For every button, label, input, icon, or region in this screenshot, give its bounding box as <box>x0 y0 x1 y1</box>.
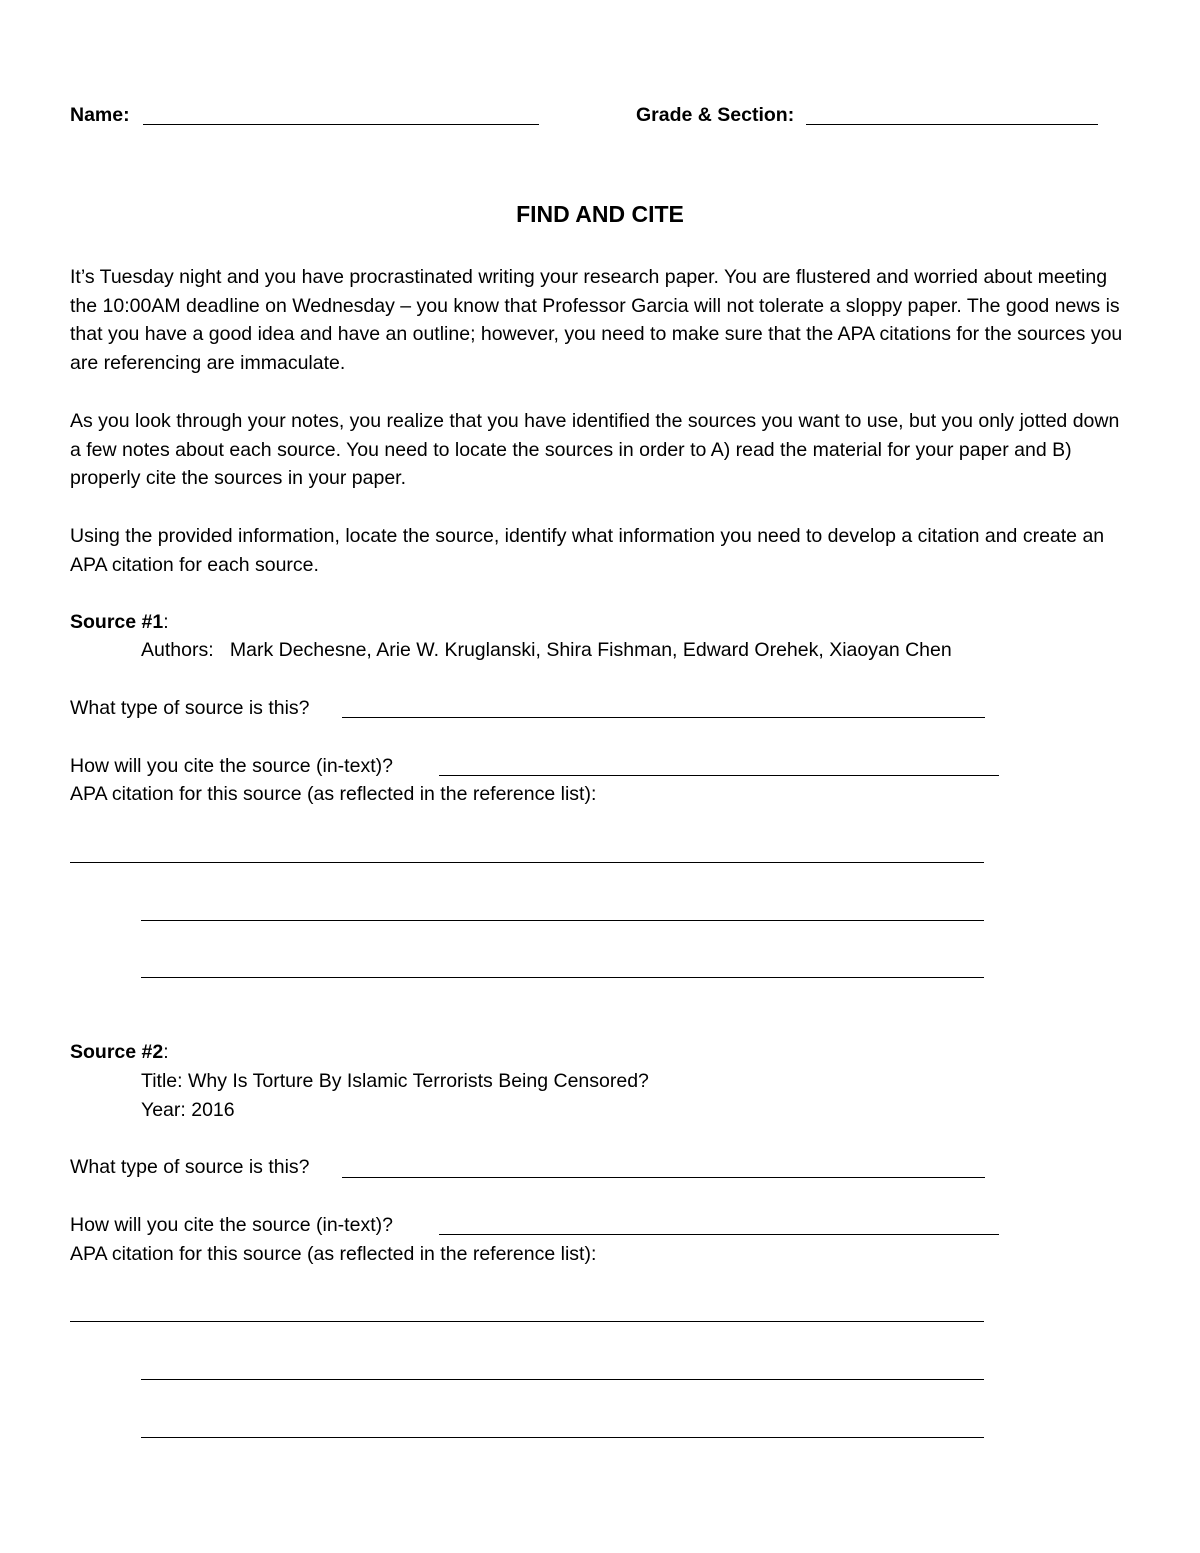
source-1-type-question: What type of source is this? <box>70 697 310 719</box>
page-title: FIND AND CITE <box>516 201 684 227</box>
intro-paragraph-2: As you look through your notes, you realize that you have identified the sources you want to use, but you only jotted down a few notes about each source. You need to locate the sources in order to A) read the material for your paper and B) properly cite the sources in your paper. <box>70 410 1120 490</box>
source-1-apa-line-2[interactable] <box>141 920 984 921</box>
source-1-apa-line-3[interactable] <box>141 977 984 978</box>
intro-paragraph-3: Using the provided information, locate the source, identify what information you need to develop a citation and create an APA citation for each source. <box>70 525 1105 576</box>
source-2-heading-text: Source #2 <box>70 1041 164 1063</box>
name-label: Name: <box>70 104 130 126</box>
source-2-heading <box>70 1038 169 1067</box>
source-1-apa-line-1[interactable] <box>70 862 984 863</box>
source-2-type-answer-line[interactable] <box>342 1177 985 1178</box>
source-1-intext-answer-line[interactable] <box>439 775 999 776</box>
name-blank-line[interactable] <box>143 124 539 125</box>
source-2-type-question: What type of source is this? <box>70 1156 310 1178</box>
source-2-apa-prompt: APA citation for this source (as reflected in the reference list): <box>70 1243 597 1265</box>
grade-section-label: Grade & Section: <box>636 104 795 126</box>
source-2-intext-question: How will you cite the source (in-text)? <box>70 1214 393 1236</box>
source-1-heading-text: Source #1 <box>70 611 164 633</box>
source-1-type-answer-line[interactable] <box>342 717 985 718</box>
source-2-apa-line-3[interactable] <box>141 1437 984 1438</box>
source-2-apa-line-1[interactable] <box>70 1321 984 1322</box>
source-1-heading <box>70 608 169 637</box>
source-2-heading-colon: : <box>163 1041 169 1063</box>
source-2-title: Title: Why Is Torture By Islamic Terrorists Being Censored? <box>141 1070 649 1092</box>
source-2-apa-line-2[interactable] <box>141 1379 984 1380</box>
source-1-apa-prompt: APA citation for this source (as reflected in the reference list): <box>70 783 597 805</box>
grade-section-blank-line[interactable] <box>806 124 1098 125</box>
source-1-heading-colon: : <box>163 611 169 633</box>
intro-paragraph-1: It’s Tuesday night and you have procrastinated writing your research paper. You are flustered and worried about meeting the 10:00AM deadline on Wednesday – you know that Professor Garcia will not tolerate a sloppy paper. The good news is that you have a good idea and have an outline; however, you need to make sure that the APA citations for the sources you are referencing are immaculate. <box>70 266 1123 375</box>
source-1-authors: Authors: Mark Dechesne, Arie W. Kruglanski, Shira Fishman, Edward Orehek, Xiaoyan Chen <box>141 639 952 661</box>
source-2-year: Year: 2016 <box>141 1099 235 1121</box>
source-1-intext-question: How will you cite the source (in-text)? <box>70 755 393 777</box>
source-2-intext-answer-line[interactable] <box>439 1234 999 1235</box>
